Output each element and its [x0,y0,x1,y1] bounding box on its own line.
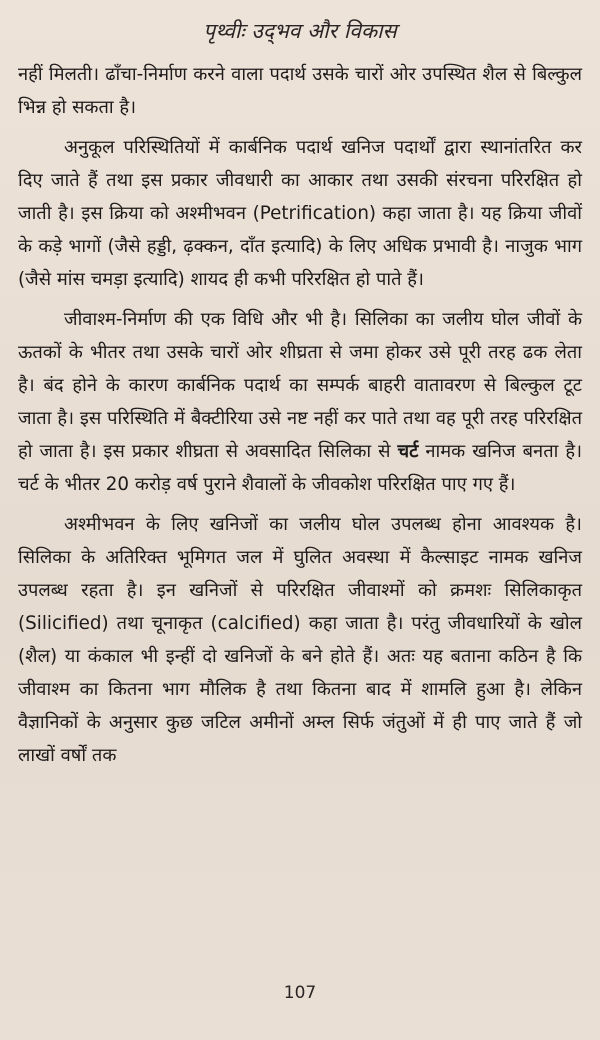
page-number: 107 [283,983,317,1003]
bold-term-chert: चर्ट [397,441,419,462]
running-header: पृथ्वीः उद्‌भव और विकास [203,19,397,43]
paragraph-continuation: नहीं मिलती। ढाँचा-निर्माण करने वाला पदार्थ उसके चारों ओर उपस्थित शैल से बिल्कुल भिन्न हो सकता है। [18,64,582,118]
paragraph-text-after: नामक खनिज बनता है। चर्ट के भीतर 20 करोड़ वर्ष पुराने शैवालों के जीवकोश परिरक्षित पाए गए हैं। [18,441,582,495]
paragraph-minerals: अश्मीभवन के लिए खनिजों का जलीय घोल उपलब्ध होना आवश्यक है। सिलिका के अतिरिक्त भूमिगत जल में घुलित अवस्था में कैल्साइट नामक खनिज उपलब्ध रहता है। इन खनिजों से परिरक्षित जीवाश्मों को क्रमशः सिलिकाकृत (Silicified) तथा चूनाकृत (calcified) कहा जाता है। परंतु जीवधारियों के खोल (शैल) या कंकाल भी इन्हीं दो खनिजों के बने होते हैं। अतः यह बताना कठिन है कि जीवाश्म का कितना भाग मौलिक है तथा कितना बाद में शामलि हुआ है। लेकिन वैज्ञानिकों के अनुसार कुछ जटिल अमीनों अम्ल सिर्फ जंतुओं में ही पाए जाते हैं जो लाखों वर्षों तक [18,514,582,766]
paragraph-silica-fossilization [18,303,582,501]
paragraph-petrification: अनुकूल परिस्थितियों में कार्बनिक पदार्थ खनिज पदार्थों द्वारा स्थानांतरित कर दिए जाते हैं तथा इस प्रकार जीवधारी का आकार तथा उसकी संरचना परिरक्षित हो जाती है। इस क्रिया को अश्मीभवन (Petrification) कहा जाता है। यह क्रिया जीवों के कड़े भागों (जैसे हड्डी, ढ़क्कन, दाँत इत्यादि) के लिए अधिक प्रभावी है। नाजुक भाग (जैसे मांस चमड़ा इत्यादि) शायद ही कभी परिरक्षित हो पाते हैं। [18,137,582,290]
paragraph-text-before: जीवाश्म-निर्माण की एक विधि और भी है। सिलिका का जलीय घोल जीवों के ऊतकों के भीतर तथा उसके चारों ओर शीघ्रता से जमा होकर उसे पूरी तरह ढक लेता है। बंद होने के कारण कार्बनिक पदार्थ का सम्पर्क बाहरी वातावरण से बिल्कुल टूट जाता है। इस परिस्थिति में बैक्टीरिया उसे नष्ट नहीं कर पाते तथा वह पूरी तरह परिरक्षित हो जाता है। इस प्रकार शीघ्रता से अवसादित सिलिका से [18,309,582,462]
